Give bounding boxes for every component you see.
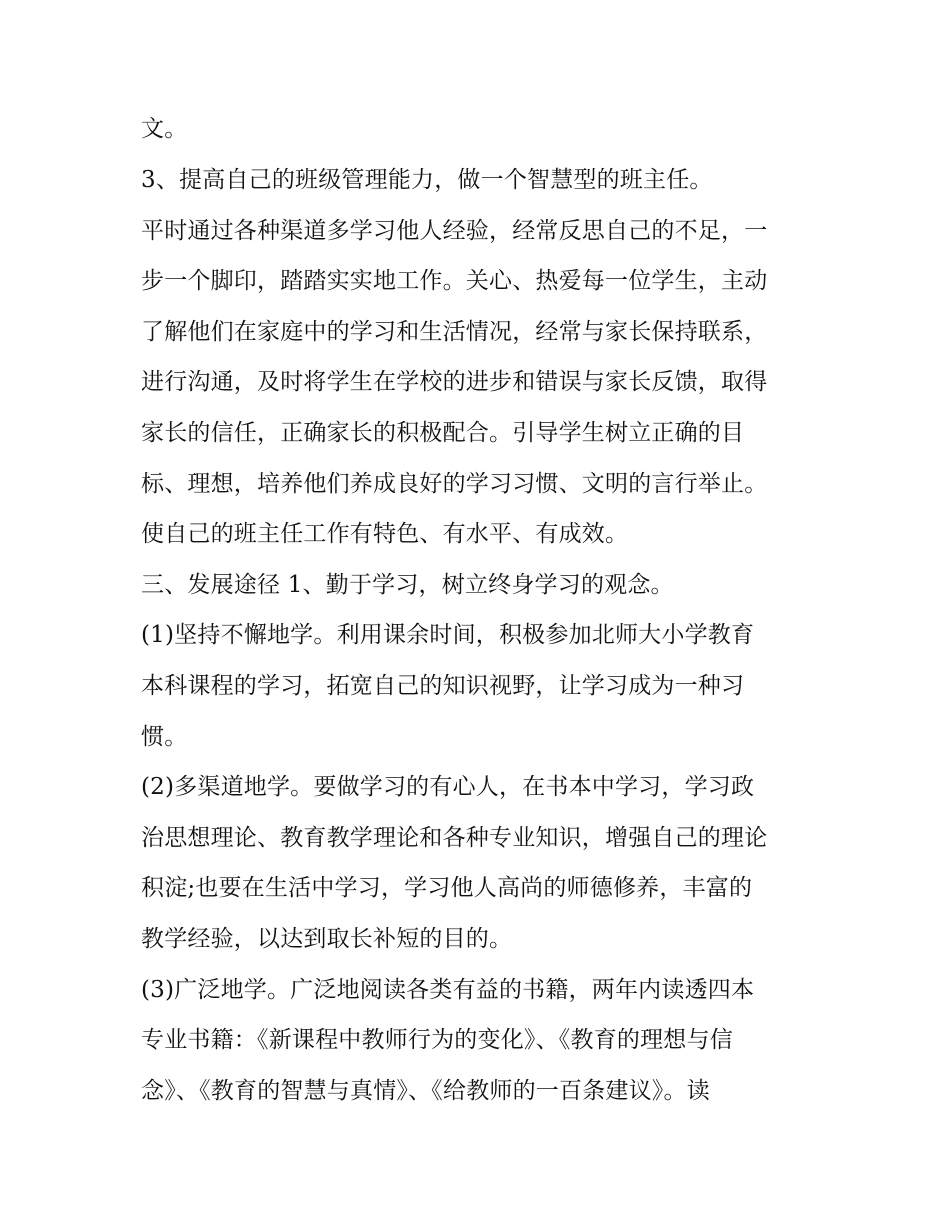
text-line: 进行沟通，及时将学生在学校的进步和错误与家长反馈，取得 — [141, 369, 768, 395]
text-line: 教学经验，以达到取长补短的目的。 — [141, 926, 513, 952]
text-line: 念》、《教育的智慧与真情》、《给教师的一百条建议》。读 — [141, 1078, 710, 1104]
text-line: 三、发展途径 1、勤于学习，树立终身学习的观念。 — [141, 572, 674, 598]
text-line: 积淀;也要在生活中学习，学习他人高尚的师德修养，丰富的 — [141, 875, 753, 901]
text-line: 标、理想，培养他们养成良好的学习习惯、文明的言行举止。 — [141, 471, 768, 497]
text-line: 家长的信任，正确家长的积极配合。引导学生树立正确的目 — [141, 420, 745, 446]
text-line: 3、提高自己的班级管理能力，做一个智慧型的班主任。 — [141, 167, 713, 193]
text-line: 本科课程的学习，拓宽自己的知识视野，让学习成为一种习 — [141, 673, 745, 699]
text-line: 步一个脚印，踏踏实实地工作。关心、热爱每一位学生，主动 — [141, 268, 768, 294]
text-line: 文。 — [141, 116, 188, 142]
text-line: 使自己的班主任工作有特色、有水平、有成效。 — [141, 521, 629, 547]
text-line: (1)坚持不懈地学。利用课余时间，积极参加北师大小学教育 — [141, 622, 755, 648]
text-line: (2)多渠道地学。要做学习的有心人，在书本中学习，学习政 — [141, 774, 755, 800]
text-line: 专业书籍：《新课程中教师行为的变化》、《教育的理想与信 — [141, 1027, 733, 1053]
text-line: 了解他们在家庭中的学习和生活情况，经常与家长保持联系， — [141, 319, 768, 345]
text-line: 平时通过各种渠道多学习他人经验，经常反思自己的不足，一 — [141, 218, 768, 244]
text-line: 惯。 — [141, 724, 188, 750]
text-line: 治思想理论、教育教学理论和各种专业知识，增强自己的理论 — [141, 825, 768, 851]
text-line: (3)广泛地学。广泛地阅读各类有益的书籍，两年内读透四本 — [141, 977, 755, 1003]
